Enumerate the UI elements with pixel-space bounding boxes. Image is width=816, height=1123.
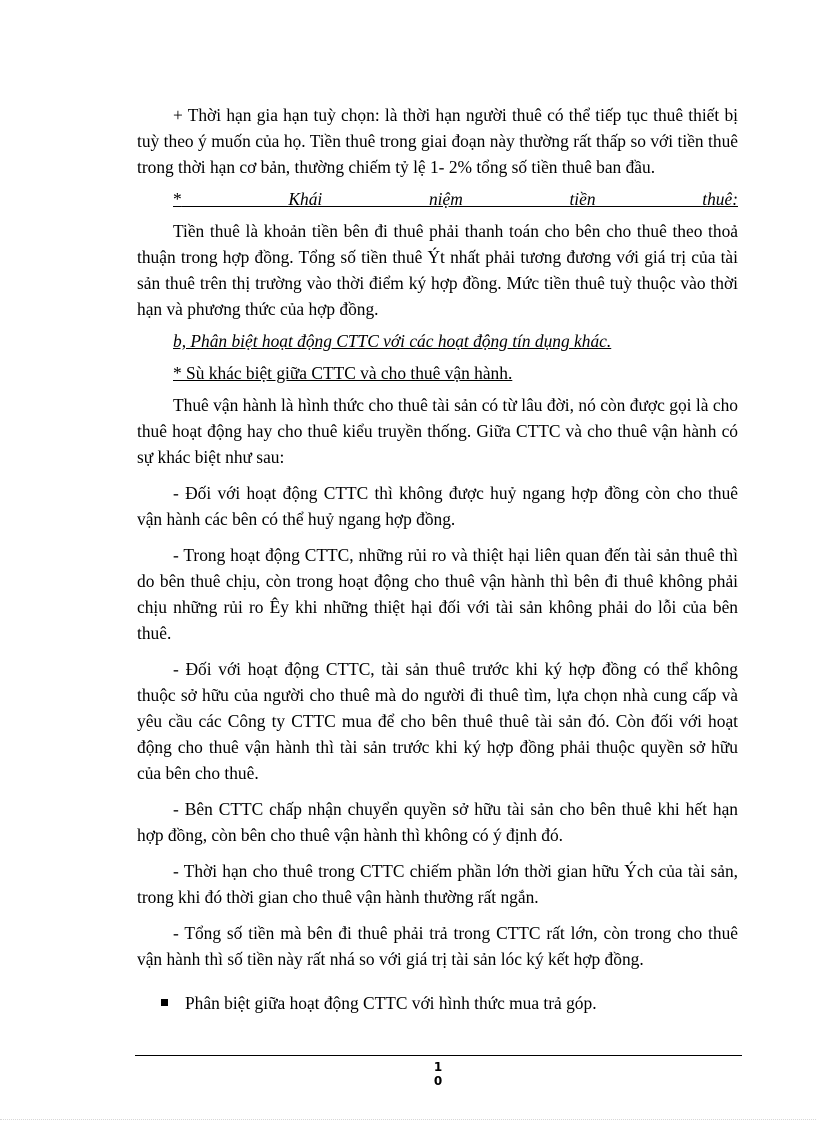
paragraph-difference-2: - Trong hoạt động CTTC, những rủi ro và thiệt hại liên quan đến tài sản thuê thì do bên thuê chịu, còn trong hoạt động cho thuê vận hành thì bên đi thuê không phải chịu những rủi ro Êy khi những thiệt hại đối với tài sản không phải do lỗi của bên thuê. [137, 545, 738, 643]
bullet-item-installment [137, 990, 738, 1016]
bullet-item-text: Phân biệt giữa hoạt động CTTC với hình thức mua trả góp. [185, 993, 597, 1013]
paragraph-difference-1: - Đối với hoạt động CTTC thì không được huỷ ngang hợp đồng còn cho thuê vận hành các bên có thể huỷ ngang hợp đồng. [137, 483, 738, 529]
heading-rent-concept-text: Khái niệm tiền thuê: [288, 189, 738, 209]
heading-difference-operating-lease [137, 360, 738, 386]
square-bullet-icon [161, 999, 168, 1006]
page-number-digit-1: 1 [433, 1060, 443, 1074]
paragraph-difference-6: - Tổng số tiền mà bên đi thuê phải trả trong CTTC rất lớn, còn trong cho thuê vận hành thì số tiền này rất nhá so với giá trị tài sản lóc ký kết hợp đồng. [137, 923, 738, 969]
page-content [137, 102, 738, 1016]
page-number [423, 1060, 453, 1088]
heading-star: * [173, 189, 182, 209]
paragraph-optional-extension: + Thời hạn gia hạn tuỳ chọn: là thời hạn người thuê có thể tiếp tục thuê thiết bị tuỳ theo ý muốn của họ. Tiền thuê trong giai đoạn này thường rất thấp so với tiền thuê trong thời hạn cơ bản, thường chiếm tỷ lệ 1- 2% tổng số tiền thuê ban đầu. [137, 105, 738, 177]
paragraph-difference-4: - Bên CTTC chấp nhận chuyển quyền sở hữu tài sản cho bên thuê khi hết hạn hợp đồng, còn bên cho thuê vận hành thì không có ý định đó. [137, 799, 738, 845]
heading-rent-concept [137, 186, 738, 212]
paragraph-difference-5: - Thời hạn cho thuê trong CTTC chiếm phần lớn thời gian hữu Ých của tài sản, trong khi đó thời gian cho thuê vận hành thường rất ngắn. [137, 861, 738, 907]
heading-difference-operating-lease-text: * Sù khác biệt giữa CTTC và cho thuê vận hành. [173, 363, 513, 383]
paragraph-difference-3: - Đối với hoạt động CTTC, tài sản thuê trước khi ký hợp đồng có thể không thuộc sở hữu của người cho thuê mà do người đi thuê tìm, lựa chọn nhà cung cấp và yêu cầu các Công ty CTTC mua để cho bên thuê thuê tài sản đó. Còn đối với hoạt động cho thuê vận hành thì tài sản trước khi ký hợp đồng phải thuộc quyền sở hữu của bên cho thuê. [137, 659, 738, 783]
page-number-digit-2: 0 [433, 1074, 443, 1088]
heading-section-b [137, 328, 738, 354]
page-bottom-edge [0, 1119, 816, 1120]
footer-divider [135, 1055, 742, 1056]
paragraph-rent-definition: Tiền thuê là khoản tiền bên đi thuê phải thanh toán cho bên cho thuê theo thoả thuận trong hợp đồng. Tổng số tiền thuê Ýt nhất phải tương đương với giá trị của tài sản thuê trên thị trường vào thời điểm ký hợp đồng. Mức tiền thuê tuỳ thuộc vào thời hạn và phương thức của hợp đồng. [137, 221, 738, 319]
heading-section-b-text: b, Phân biệt hoạt động CTTC với các hoạt động tín dụng khác. [173, 331, 612, 351]
paragraph-operating-lease-intro: Thuê vận hành là hình thức cho thuê tài sản có từ lâu đời, nó còn được gọi là cho thuê hoạt động hay cho thuê kiểu truyền thống. Giữa CTTC và cho thuê vận hành có sự khác biệt như sau: [137, 395, 738, 467]
